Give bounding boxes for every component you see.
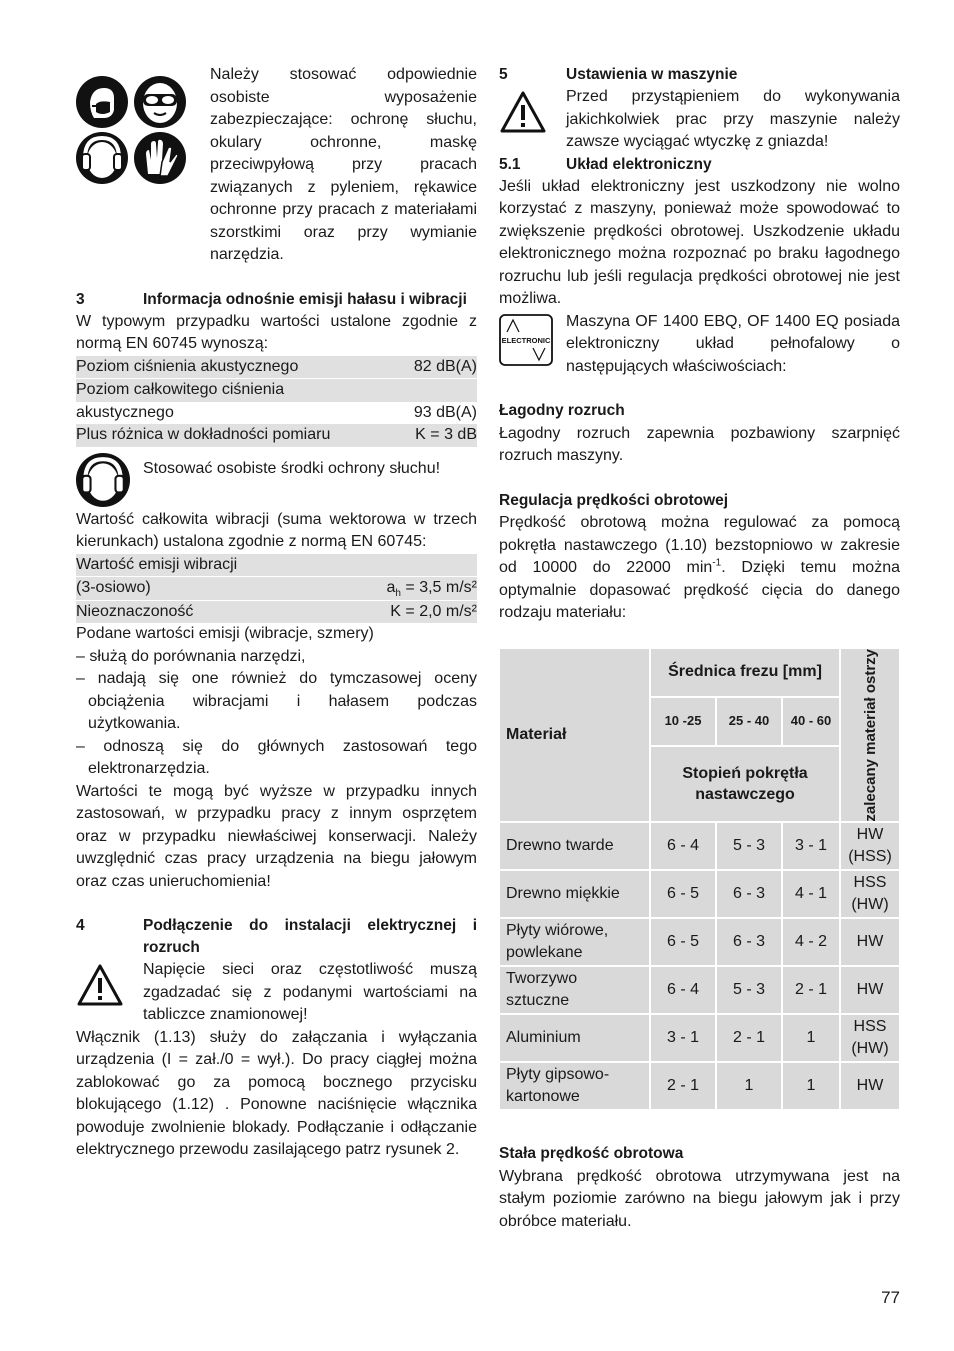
noise-label: Poziom ciśnienia akustycznego <box>76 357 299 375</box>
noise-label: Plus różnica w dokładności pomiaru <box>76 426 331 443</box>
emission-outro: Wartości te mogą być wyższe w przypadku innych zastosowań, w przypadku pracy z innym osprzętem oraz w przypadku niewłaściwej konserwacji. Należy uwzględnić czas pracy urządzenia na biegu jałowym oraz czas unieruchomienia! <box>76 782 477 890</box>
noise-value: K = 3 dB <box>415 426 477 443</box>
list-item: – odnoszą się do głównych zastosowań tego elektronarzędzia. <box>76 737 477 777</box>
section-title: Układ elektroniczny <box>566 155 712 173</box>
table-cell: 1 <box>783 1015 839 1061</box>
table-cell: 2 - 1 <box>651 1063 715 1109</box>
table-cell-tool: HW <box>841 967 899 1013</box>
noise-label: akustycznego <box>76 403 174 421</box>
vibration-row <box>76 577 477 600</box>
table-cell-material: Płyty gipsowo-kartonowe <box>500 1063 649 1109</box>
section-number: 5.1 <box>499 155 521 173</box>
table-header-range: 40 - 60 <box>783 698 839 745</box>
table-header-dial: Stopień pokrętła nastawczego <box>651 747 839 821</box>
electronics-text: Jeśli układ elektroniczny jest uszkodzony nie wolno korzystać z maszyny, ponieważ może spowodować to zwiększenie prędkości obrotowej. Uszkodzenie układu elektronicznego można rozpoznać po braku łagodnego rozruchu lub jeśli regulacja prędkości obrotowej nie jest możliwa. <box>499 177 900 307</box>
section-title: Informacja odnośnie emisji hałasu i wibracji <box>143 290 467 308</box>
section-4-heading <box>76 915 477 959</box>
list-item: – nadają się one również do tymczasowej oceny obciążenia wibracjami i hałasem podczas użytkowania. <box>76 670 477 732</box>
unplug-warning-text: Przed przystąpieniem do wykonywania jakichkolwiek prac przy maszynie należy zawsze wyciągać wtyczkę z gniazda! <box>566 88 900 150</box>
table-cell: 3 - 1 <box>783 823 839 869</box>
noise-value: 82 dB(A) <box>413 357 477 375</box>
warning-icon <box>499 90 547 134</box>
table-row <box>500 1063 899 1109</box>
vibration-label: Wartość emisji wibracji <box>76 555 238 573</box>
ear-protection-icon <box>76 453 130 507</box>
voltage-warning-text: Napięcie sieci oraz częstotliwość muszą zgadzadać się z podanymi wartościami na tabliczce znamionowej! <box>143 961 477 1023</box>
safety-goggles-icon <box>134 76 186 128</box>
hearing-note-text: Stosować osobiste środki ochrony słuchu! <box>143 460 441 478</box>
uncertainty-value: K = 2,0 m/s² <box>390 602 477 620</box>
page-number: 77 <box>881 1288 900 1307</box>
table-cell-tool: HW <box>841 1063 899 1109</box>
table-row <box>500 967 899 1013</box>
table-cell: 6 - 5 <box>651 919 715 965</box>
unplug-warning <box>499 86 900 154</box>
hearing-note <box>76 453 477 507</box>
table-cell-tool: HW (HSS) <box>841 823 899 869</box>
table-cell-tool: HSS (HW) <box>841 1015 899 1061</box>
table-header-tool: zalecany materiał ostrzy <box>841 649 899 822</box>
noise-row <box>76 356 477 379</box>
table-cell-material: Drewno miękkie <box>500 871 649 917</box>
table-cell: 4 - 2 <box>783 919 839 965</box>
table-row <box>500 1015 899 1061</box>
section-number: 4 <box>76 917 85 934</box>
table-cell: 2 - 1 <box>717 1015 781 1061</box>
table-row <box>500 919 899 965</box>
emission-intro: Podane wartości emisji (wibracje, szmery) <box>76 625 374 642</box>
noise-row <box>76 379 477 402</box>
table-header-range: 25 - 40 <box>717 698 781 745</box>
noise-row <box>76 402 477 425</box>
table-cell: 6 - 3 <box>717 919 781 965</box>
left-column <box>76 64 477 1162</box>
table-row <box>500 823 899 869</box>
vibration-value: $a_h = 3,5$ m/s² <box>386 579 477 600</box>
soft-start-title: Łagodny rozruch <box>499 402 625 419</box>
table-cell: 1 <box>783 1063 839 1109</box>
uncertainty-label: Nieoznaczoność <box>76 602 194 620</box>
table-row <box>500 871 899 917</box>
table-cell: 2 - 1 <box>783 967 839 1013</box>
table-cell: 4 - 1 <box>783 871 839 917</box>
vibration-table <box>76 554 477 624</box>
constant-speed-text: Wybrana prędkość obrotowa utrzymywana jest na stałym poziomie zarówno na biegu jałowym jak i przy obróbce materiału. <box>499 1167 900 1230</box>
noise-value: 93 dB(A) <box>413 403 477 421</box>
gloves-icon <box>134 132 186 184</box>
table-cell: 6 - 4 <box>651 823 715 869</box>
list-item: – służą do porównania narzędzi, <box>76 647 306 665</box>
noise-row <box>76 424 477 447</box>
ppe-block <box>76 64 477 267</box>
ppe-text: Należy stosować odpowiednie osobiste wyposażenie zabezpieczające: ochronę słuchu, okulary ochronne, maskę przeciwpyłową przy pracach związanych z pyleniem, rękawice ochronne przy pracach z materiałami szorstkimi oraz przy wymianie narzędzia. <box>210 66 477 263</box>
table-header-diameter: Średnica frezu [mm] <box>651 649 839 696</box>
section-number: 5 <box>499 66 508 83</box>
noise-intro: W typowym przypadku wartości ustalone zgodnie z normą EN 60745 wynoszą: <box>76 312 477 352</box>
table-cell: 6 - 5 <box>651 871 715 917</box>
vibration-axis: (3-osiowo) <box>76 579 151 596</box>
table-cell-tool: HSS (HW) <box>841 871 899 917</box>
noise-label: Poziom całkowitego ciśnienia <box>76 381 285 398</box>
section-number: 3 <box>76 290 85 308</box>
speed-control-title: Regulacja prędkości obrotowej <box>499 491 729 509</box>
uncertainty-row <box>76 601 477 624</box>
speed-table <box>498 647 901 1112</box>
table-cell-tool: HW <box>841 919 899 965</box>
ppe-icons <box>76 76 194 184</box>
table-cell: 6 - 3 <box>717 871 781 917</box>
electronic-note <box>499 311 900 379</box>
table-header-range: 10 -25 <box>651 698 715 745</box>
electronic-icon <box>499 314 553 366</box>
warning-icon <box>76 963 124 1007</box>
section-title: Podłączenie do instalacji elektrycznej i rozruch <box>143 917 477 956</box>
soft-start-text: Łagodny rozruch zapewnia pozbawiony szarpnięć rozruch maszyny. <box>499 424 900 464</box>
table-cell: 5 - 3 <box>717 967 781 1013</box>
table-cell-material: Płyty wiórowe, powlekane <box>500 919 649 965</box>
table-cell: 3 - 1 <box>651 1015 715 1061</box>
dust-mask-icon <box>76 76 128 128</box>
voltage-warning <box>76 959 477 1027</box>
ear-protection-icon <box>76 132 128 184</box>
table-header-material: Materiał <box>500 649 649 822</box>
electronic-label: ELECTRONIC <box>501 335 551 345</box>
section-title: Ustawienia w maszynie <box>566 66 738 83</box>
vibration-intro: Wartość całkowita wibracji (suma wektorowa w trzech kierunkach) ustalona zgodnie z normą EN 60745: <box>76 510 477 550</box>
table-cell-material: Aluminium <box>500 1015 649 1061</box>
speed-control-text: Prędkość obrotową można regulować za pomocą pokrętła nastawczego (1.10) bezstopniowo w zakresie od 10000 do 22000 $\min^{-1}$. Dzięki temu można optymalnie dopasować prędkość cięcia do danego rodzaju materiału: <box>499 514 901 621</box>
table-cell: 6 - 4 <box>651 967 715 1013</box>
constant-speed-title: Stała prędkość obrotowa <box>499 1145 684 1163</box>
table-cell: 1 <box>717 1063 781 1109</box>
table-cell: 5 - 3 <box>717 823 781 869</box>
section-3-heading <box>76 289 477 311</box>
table-cell-material: Drewno twarde <box>500 823 649 869</box>
section-5-1-heading <box>499 154 900 176</box>
switch-description: Włącznik (1.13) służy do załączania i wyłączania urządzenia (I = zał./0 = wył.). Do pracy ciągłej można zablokować go za pomocą bocznego przycisku blokującego (1.12) . Ponowne naciśnięcie włącznika powoduje zwolnienie blokady. Podłączanie i odłączanie elektrycznego przewodu zasilającego patrz rysunek 2. <box>76 1028 477 1158</box>
right-column <box>499 64 900 1233</box>
table-cell-material: Tworzywo sztuczne <box>500 967 649 1013</box>
electronic-note-text: Maszyna OF 1400 EBQ, OF 1400 EQ posiada elektroniczny układ pełnofalowy o następujących właściwościach: <box>566 312 900 375</box>
vibration-row <box>76 554 477 577</box>
section-5-heading <box>499 64 900 86</box>
noise-table <box>76 356 477 447</box>
